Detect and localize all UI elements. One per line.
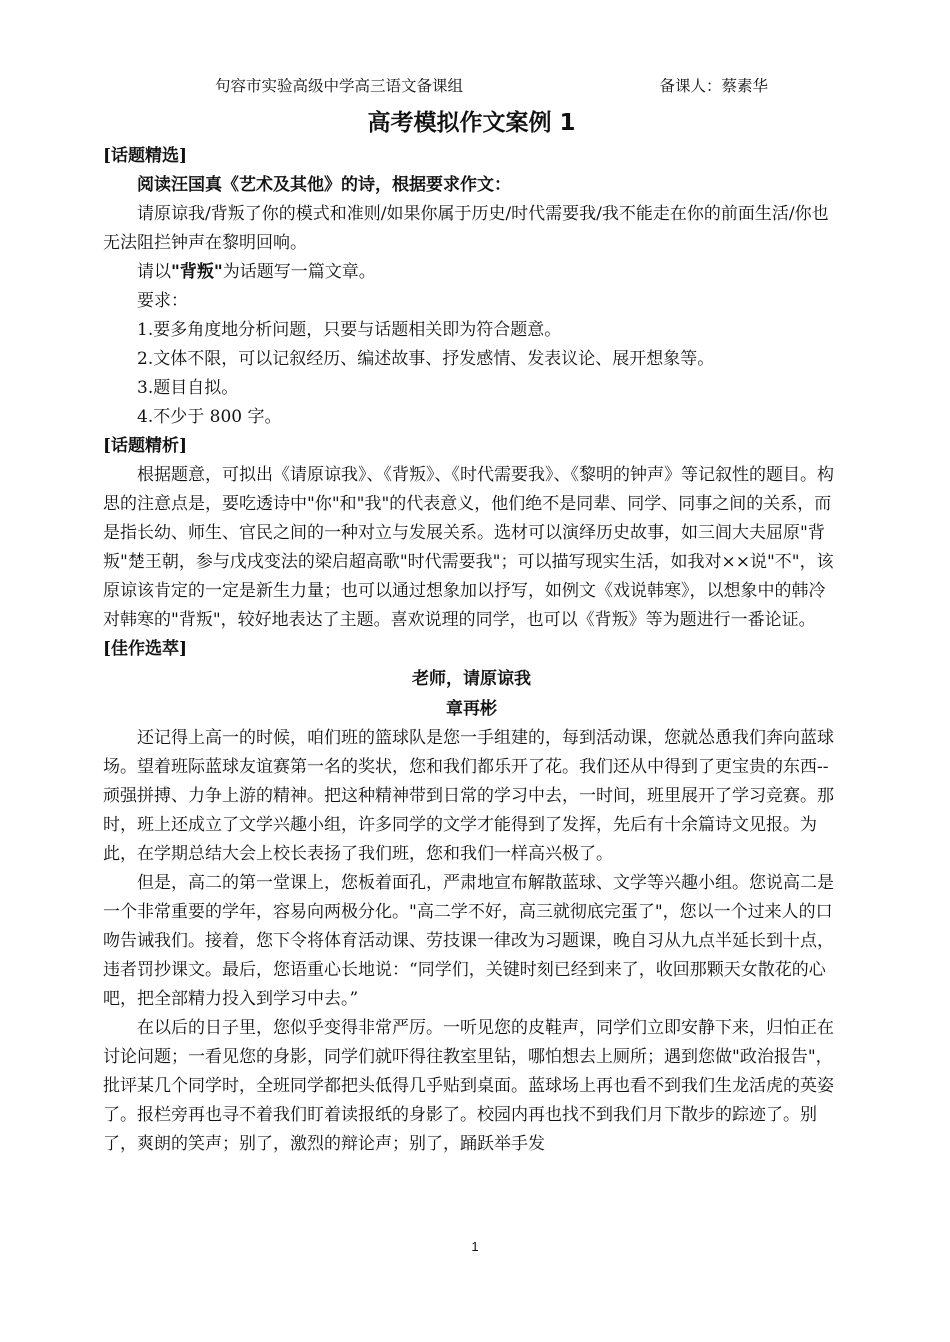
task-prefix: 请以 xyxy=(137,262,171,282)
section-analysis xyxy=(103,432,840,635)
page-header xyxy=(103,74,840,98)
header-group: 句容市实验高级中学高三语文备课组 xyxy=(215,77,464,95)
page-number: 1 xyxy=(471,1239,479,1254)
section-essay xyxy=(103,635,840,1159)
prompt-line: 阅读汪国真《艺术及其他》的诗，根据要求作文： xyxy=(137,175,511,195)
essay-paragraph-2: 但是，高二的第一堂课上，您板着面孔，严肃地宣布解散蓝球、文学等兴趣小组。您说高二是一个非常重要的学年，容易向两极分化。"高二学不好，高三就彻底完蛋了"，您以一个过来人的口吻告诫我们。接着，您下令将体育活动课、劳技课一律改为习题课，晚自习从九点半延长到十点，违者罚抄课文。最后，您语重心长地说：“同学们，关键时刻已经到来了，收回那颗天女散花的心吧，把全部精力投入到学习中去。” xyxy=(103,873,834,1009)
requirements-label: 要求： xyxy=(137,291,188,311)
essay-paragraph-3: 在以后的日子里，您似乎变得非常严厉。一听见您的皮鞋声，同学们立即安静下来，归怕正在讨论问题；一看见您的身影，同学们就吓得往教室里钻，哪怕想去上厕所；遇到您做"政治报告"，批评某几个同学时，全班同学都把头低得几乎贴到桌面。蓝球场上再也看不到我们生龙活虎的英姿了。报栏旁再也寻不着我们盯着读报纸的身影了。校园内再也找不到我们月下散步的踪迹了。别了，爽朗的笑声；别了，激烈的辩论声；别了，踊跃举手发 xyxy=(103,1018,834,1154)
section-heading-essay: [佳作选萃] xyxy=(103,639,188,659)
essay-author: 章再彬 xyxy=(446,699,497,719)
task-topic: "背叛" xyxy=(171,262,223,282)
poem-text: 请原谅我/背叛了你的模式和准则/如果你属于历史/时代需要我/我不能走在你的前面生活/你也无法阻拦钟声在黎明回响。 xyxy=(103,204,829,253)
analysis-text: 根据题意，可拟出《请原谅我》、《背叛》、《时代需要我》、《黎明的钟声》等记叙性的题目。构思的注意点是，要吃透诗中"你"和"我"的代表意义，他们绝不是同辈、同学、同事之间的关系，而是指长幼、师生、官民之间的一种对立与发展关系。选材可以演绎历史故事，如三闾大夫屈原"背叛"楚王朝，参与戊戌变法的梁启超高歌"时代需要我"；可以描写现实生活，如我对××说"不"，该原谅该肯定的一定是新生力量；也可以通过想象加以抒写，如例文《戏说韩寒》，以想象中的韩冷对韩寒的"背叛"，较好地表达了主题。喜欢说理的同学，也可以《背叛》等为题进行一番论证。 xyxy=(103,465,834,630)
section-heading-analysis: [话题精析] xyxy=(103,436,188,456)
document-title: 高考模拟作文案例 1 xyxy=(367,110,576,136)
task-line xyxy=(103,258,840,287)
task-suffix: 为话题写一篇文章。 xyxy=(222,262,376,282)
section-topic xyxy=(103,142,840,432)
requirement-4: 4.不少于 800 字。 xyxy=(137,407,282,427)
essay-title: 老师，请原谅我 xyxy=(412,669,531,689)
requirement-1: 1.要多角度地分析问题，只要与话题相关即为符合题意。 xyxy=(137,320,562,340)
section-heading-topic: [话题精选] xyxy=(103,146,188,166)
requirement-3: 3.题目自拟。 xyxy=(137,378,239,398)
requirement-2: 2.文体不限，可以记叙经历、编述故事、抒发感情、发表议论、展开想象等。 xyxy=(137,349,715,369)
essay-paragraph-1: 还记得上高一的时候，咱们班的篮球队是您一手组建的，每到活动课，您就怂恿我们奔向蓝球场。望着班际蓝球友谊赛第一名的奖状，您和我们都乐开了花。我们还从中得到了更宝贵的东西--顽强拼搏、力争上游的精神。把这种精神带到日常的学习中去，一时间，班里展开了学习竞赛。那时，班上还成立了文学兴趣小组，许多同学的文学才能得到了发挥，先后有十余篇诗文见报。为此，在学期总结大会上校长表扬了我们班，您和我们一样高兴极了。 xyxy=(103,728,834,864)
header-author: 备课人：蔡素华 xyxy=(659,77,768,95)
